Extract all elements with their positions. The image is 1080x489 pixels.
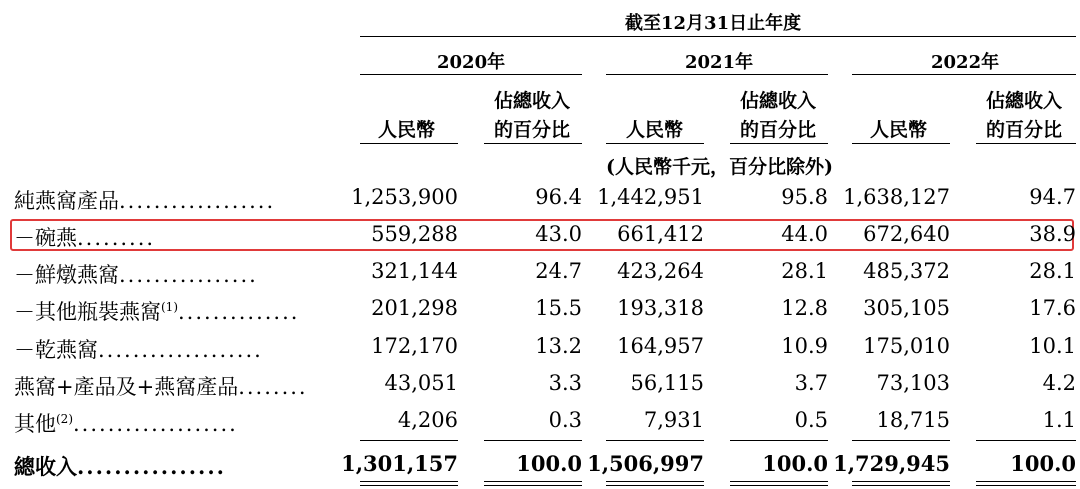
total-rule-bottom bbox=[976, 485, 1076, 486]
leader-dots: ................... bbox=[73, 412, 238, 436]
year-2020: 2020年 bbox=[437, 52, 506, 73]
cell: 1,442,951 bbox=[597, 185, 704, 209]
cell: 7,931 bbox=[643, 408, 704, 432]
total-rule-top bbox=[852, 440, 950, 441]
row-label-text: －乾燕窩 bbox=[14, 338, 98, 362]
cell: 28.1 bbox=[1029, 259, 1076, 283]
cell: 321,144 bbox=[371, 259, 458, 283]
total-rule-bottom bbox=[360, 481, 458, 482]
year-2022-rule bbox=[852, 74, 1076, 75]
cell: 10.1 bbox=[1029, 334, 1076, 358]
year-2021-rule bbox=[606, 74, 828, 75]
year-2021: 2021年 bbox=[685, 52, 754, 73]
total-rule-bottom bbox=[360, 485, 458, 486]
total-rule-bottom bbox=[976, 481, 1076, 482]
leader-dots: ......... bbox=[77, 226, 156, 250]
cell: 3.7 bbox=[794, 371, 828, 395]
col-pct-2022-l2: 的百分比 bbox=[986, 119, 1063, 141]
subheader-rule-2021-a bbox=[606, 143, 704, 144]
row-label-text: 純燕窩產品 bbox=[14, 189, 119, 213]
subheader-rule-2022-b bbox=[976, 143, 1076, 144]
subheader-rule-2021-b bbox=[730, 143, 828, 144]
cell: 193,318 bbox=[617, 296, 704, 320]
total-rule-bottom bbox=[730, 481, 828, 482]
cell: 305,105 bbox=[863, 296, 950, 320]
total-rule-top bbox=[606, 440, 704, 441]
row-label-text: －碗燕 bbox=[14, 226, 77, 250]
leader-dots: ................... bbox=[98, 338, 263, 362]
row-label bbox=[14, 334, 263, 364]
row-label bbox=[14, 259, 258, 289]
subheader-rule-2020-b bbox=[484, 143, 582, 144]
cell: 44.0 bbox=[781, 222, 828, 246]
total-cell: 1,506,997 bbox=[587, 451, 704, 476]
unit-note: (人民幣千元，百分比除外) bbox=[606, 156, 833, 178]
row-label bbox=[14, 222, 155, 252]
total-rule-bottom bbox=[484, 485, 582, 486]
cell: 201,298 bbox=[371, 296, 458, 320]
year-2020-rule bbox=[360, 74, 582, 75]
cell: 672,640 bbox=[863, 222, 950, 246]
cell: 96.4 bbox=[535, 185, 582, 209]
leader-dots: .............. bbox=[178, 300, 300, 324]
row-label-text: －鮮燉燕窩 bbox=[14, 263, 119, 287]
row-label bbox=[14, 296, 299, 326]
row-label-text: 燕窩+產品及+燕窩產品 bbox=[14, 375, 239, 399]
total-label bbox=[14, 451, 226, 481]
col-rmb-2022: 人民幣 bbox=[870, 119, 928, 141]
cell: 4.2 bbox=[1042, 371, 1076, 395]
cell: 95.8 bbox=[781, 185, 828, 209]
cell: 3.3 bbox=[548, 371, 582, 395]
cell: 15.5 bbox=[535, 296, 582, 320]
total-cell: 1,301,157 bbox=[341, 451, 458, 476]
col-pct-2022-l1: 佔總收入 bbox=[986, 90, 1063, 112]
cell: 423,264 bbox=[617, 259, 704, 283]
row-label bbox=[14, 185, 275, 215]
total-cell: 100.0 bbox=[1010, 451, 1076, 476]
cell: 1,253,900 bbox=[351, 185, 458, 209]
leader-dots: ................ bbox=[119, 263, 258, 287]
col-pct-2020-l2: 的百分比 bbox=[494, 119, 571, 141]
leader-dots: ........ bbox=[238, 375, 308, 399]
period-header: 截至12月31日止年度 bbox=[625, 13, 802, 34]
total-rule-bottom bbox=[852, 485, 950, 486]
total-rule-top bbox=[484, 440, 582, 441]
col-rmb-2021: 人民幣 bbox=[626, 119, 684, 141]
cell: 485,372 bbox=[863, 259, 950, 283]
subheader-rule-2020-a bbox=[360, 143, 458, 144]
cell: 13.2 bbox=[535, 334, 582, 358]
period-rule bbox=[360, 36, 1076, 37]
total-rule-bottom bbox=[606, 485, 704, 486]
cell: 43,051 bbox=[384, 371, 458, 395]
total-rule-top bbox=[360, 440, 458, 441]
cell: 43.0 bbox=[535, 222, 582, 246]
total-cell: 100.0 bbox=[762, 451, 828, 476]
cell: 661,412 bbox=[617, 222, 704, 246]
col-rmb-2020: 人民幣 bbox=[378, 119, 436, 141]
col-pct-2021-l1: 佔總收入 bbox=[740, 90, 817, 112]
col-pct-2020-l1: 佔總收入 bbox=[494, 90, 571, 112]
total-cell: 1,729,945 bbox=[833, 451, 950, 476]
cell: 164,957 bbox=[617, 334, 704, 358]
cell: 175,010 bbox=[863, 334, 950, 358]
cell: 12.8 bbox=[781, 296, 828, 320]
total-label-text: 總收入 bbox=[14, 454, 77, 479]
total-rule-bottom bbox=[852, 481, 950, 482]
cell: 56,115 bbox=[630, 371, 704, 395]
cell: 172,170 bbox=[371, 334, 458, 358]
row-label bbox=[14, 408, 238, 438]
total-rule-bottom bbox=[484, 481, 582, 482]
leader-dots: .................. bbox=[119, 189, 276, 213]
cell: 38.9 bbox=[1029, 222, 1076, 246]
cell: 28.1 bbox=[781, 259, 828, 283]
cell: 24.7 bbox=[535, 259, 582, 283]
cell: 559,288 bbox=[371, 222, 458, 246]
total-cell: 100.0 bbox=[516, 451, 582, 476]
cell: 18,715 bbox=[876, 408, 950, 432]
col-pct-2021-l2: 的百分比 bbox=[740, 119, 817, 141]
subheader-rule-2022-a bbox=[852, 143, 950, 144]
cell: 1,638,127 bbox=[843, 185, 950, 209]
total-rule-bottom bbox=[606, 481, 704, 482]
row-sup: (1) bbox=[161, 300, 178, 314]
cell: 4,206 bbox=[397, 408, 458, 432]
row-sup: (2) bbox=[56, 412, 73, 426]
cell: 1.1 bbox=[1042, 408, 1076, 432]
row-label-text: 其他 bbox=[14, 412, 56, 436]
leader-dots: ................ bbox=[77, 454, 226, 479]
cell: 0.3 bbox=[548, 408, 582, 432]
row-label-text: －其他瓶裝燕窩 bbox=[14, 300, 161, 324]
cell: 73,103 bbox=[876, 371, 950, 395]
year-2022: 2022年 bbox=[931, 52, 1000, 73]
cell: 94.7 bbox=[1029, 185, 1076, 209]
cell: 10.9 bbox=[781, 334, 828, 358]
total-rule-top bbox=[976, 440, 1076, 441]
row-label bbox=[14, 371, 308, 401]
cell: 0.5 bbox=[794, 408, 828, 432]
cell: 17.6 bbox=[1029, 296, 1076, 320]
total-rule-bottom bbox=[730, 485, 828, 486]
total-rule-top bbox=[730, 440, 828, 441]
